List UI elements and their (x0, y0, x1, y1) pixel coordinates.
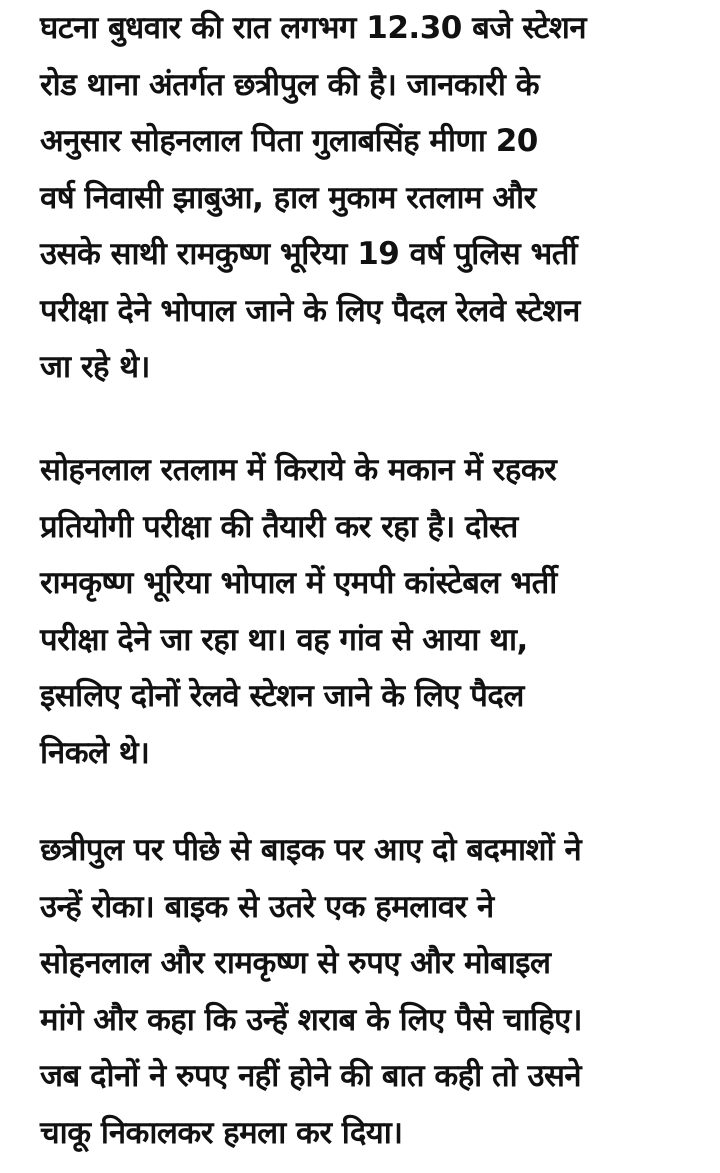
paragraph-incident (40, 0, 586, 396)
paragraph-line: छत्रीपुल पर पीछे से बाइक पर आए दो बदमाशों ने (40, 832, 582, 868)
paragraph-line: अनुसार सोहनलाल पिता गुलाबसिंह मीणा 20 (40, 123, 538, 159)
paragraph-line: उसके साथी रामकुष्ण भूरिया 19 वर्ष पुलिस भर्ती (40, 236, 577, 272)
paragraph-line: जा रहे थे। (40, 349, 150, 385)
paragraph-background (40, 442, 557, 781)
paragraph-line: वर्ष निवासी झाबुआ, हाल मुकाम रतलाम और (40, 179, 536, 216)
paragraph-line: मांगे और कहा कि उन्हें शराब के लिए पैसे चाहिए। (40, 1001, 583, 1038)
paragraph-line: रामकृष्ण भूरिया भोपाल में एमपी कांस्टेबल भर्ती (40, 565, 557, 601)
paragraph-line: इसलिए दोनों रेलवे स्टेशन जाने के लिए पैदल (40, 678, 524, 714)
paragraph-line: जब दोनों ने रुपए नहीं होने की बात कही तो उसने (40, 1058, 582, 1094)
paragraph-line: चाकू निकालकर हमला कर दिया। (40, 1114, 403, 1151)
paragraph-line: प्रतियोगी परीक्षा की तैयारी कर रहा है। दोस्त (40, 508, 518, 545)
paragraph-line: परीक्षा देने भोपाल जाने के लिए पैदल रेलवे स्टेशन (40, 292, 580, 329)
paragraph-line: सोहनलाल और रामकृष्ण से रुपए और मोबाइल (40, 945, 551, 981)
paragraph-line: घटना बुधवार की रात लगभग 12.30 बजे स्टेशन (40, 10, 587, 46)
paragraph-line: रोड थाना अंतर्गत छत्रीपुल की है। जानकारी के (40, 66, 540, 103)
paragraph-line: सोहनलाल रतलाम में किराये के मकान में रहकर (40, 452, 557, 488)
paragraph-line: उन्हें रोका। बाइक से उतरे एक हमलावर ने (40, 888, 494, 925)
paragraph-line: परीक्षा देने जा रहा था। वह गांव से आया था, (40, 621, 528, 658)
paragraph-line: निकले थे। (40, 734, 150, 771)
paragraph-attack (40, 822, 582, 1161)
